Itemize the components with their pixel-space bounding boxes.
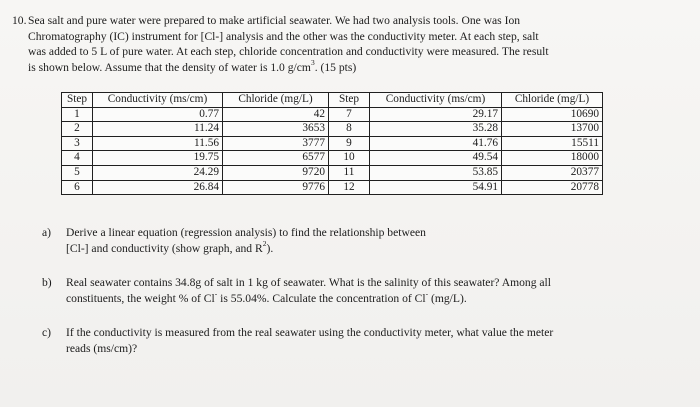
question-line: reads (ms/cm)? — [66, 341, 138, 355]
table-row — [62, 136, 603, 151]
table-row — [62, 107, 603, 122]
table-cell: 8 — [329, 122, 370, 137]
table-cell: 11.56 — [93, 136, 223, 151]
table-cell: 10690 — [502, 107, 603, 122]
table-cell: 49.54 — [370, 151, 502, 166]
problem-line: Chromatography (IC) instrument for [Cl-] analysis and the other was the conductivity meter. At each step, salt — [28, 29, 539, 43]
table-cell: 54.91 — [370, 180, 502, 195]
table-cell: 11.24 — [93, 122, 223, 137]
table-cell: 9776 — [223, 180, 329, 195]
column-header: Step — [329, 93, 370, 108]
table-cell: 20377 — [502, 165, 603, 180]
table-cell: 9720 — [223, 165, 329, 180]
table-cell: 18000 — [502, 151, 603, 166]
table-cell: 42 — [223, 107, 329, 122]
question-line: If the conductivity is measured from the real seawater using the conductivity meter, what value the meter — [66, 326, 554, 339]
question-line: Real seawater contains 34.8g of salt in 1 kg of seawater. What is the salinity of this seawater? Among all — [66, 276, 551, 289]
problem-number: 10. — [12, 14, 27, 27]
table-cell: 10 — [329, 151, 370, 166]
question-label: c) — [42, 326, 52, 339]
table-cell: 0.77 — [93, 107, 223, 122]
problem-line: was added to 5 L of pure water. At each step, chloride concentration and conductivity were measured. The result — [28, 45, 549, 58]
table-cell: 53.85 — [370, 165, 502, 180]
table-cell: 41.76 — [370, 136, 502, 151]
table-cell: 24.29 — [93, 165, 223, 180]
table-cell: 11 — [329, 165, 370, 180]
table-cell: 3777 — [223, 136, 329, 151]
table-row — [62, 180, 603, 195]
table-row — [62, 151, 603, 166]
table-cell: 2 — [62, 122, 93, 137]
problem-line: is shown below. Assume that the density of water is 1.0 $g/cm^3$. (15 pts) — [28, 57, 357, 74]
problem-statement — [12, 13, 678, 75]
table-header-row — [62, 93, 603, 108]
table-cell: 6577 — [223, 151, 329, 166]
table-cell: 5 — [62, 165, 93, 180]
table-cell: 7 — [329, 107, 370, 122]
table-cell: 6 — [62, 180, 93, 195]
table-cell: 12 — [329, 180, 370, 195]
table-cell: 15511 — [502, 136, 603, 151]
problem-line: Sea salt and pure water were prepared to make artificial seawater. We had two analysis tools. One was Ion — [28, 14, 521, 27]
question-line: Derive a linear equation (regression analysis) to find the relationship between — [66, 226, 426, 239]
question-label: b) — [42, 276, 52, 289]
data-table — [61, 92, 603, 195]
table-cell: 13700 — [502, 122, 603, 137]
column-header: Step — [62, 93, 93, 108]
table-cell: 3653 — [223, 122, 329, 137]
column-header: Conductivity (ms/cm) — [93, 93, 223, 108]
table-row — [62, 165, 603, 180]
table-cell: 9 — [329, 136, 370, 151]
table-cell: 35.28 — [370, 122, 502, 137]
question-line: [Cl-] and conductivity (show graph, and $R^2$). — [66, 238, 274, 255]
table-cell: 20778 — [502, 180, 603, 195]
column-header: Conductivity (ms/cm) — [370, 93, 502, 108]
question-label: a) — [42, 226, 52, 239]
table-cell: 19.75 — [93, 151, 223, 166]
table-cell: 29.17 — [370, 107, 502, 122]
question-line: constituents, the weight % of Cl- is 55.04%. Calculate the concentration of Cl- (mg/L). — [66, 288, 467, 305]
table-cell: 3 — [62, 136, 93, 151]
column-header: Chloride (mg/L) — [223, 93, 329, 108]
table-cell: 26.84 — [93, 180, 223, 195]
column-header: Chloride (mg/L) — [502, 93, 603, 108]
table-cell: 1 — [62, 107, 93, 122]
table-cell: 4 — [62, 151, 93, 166]
table-row — [62, 122, 603, 137]
